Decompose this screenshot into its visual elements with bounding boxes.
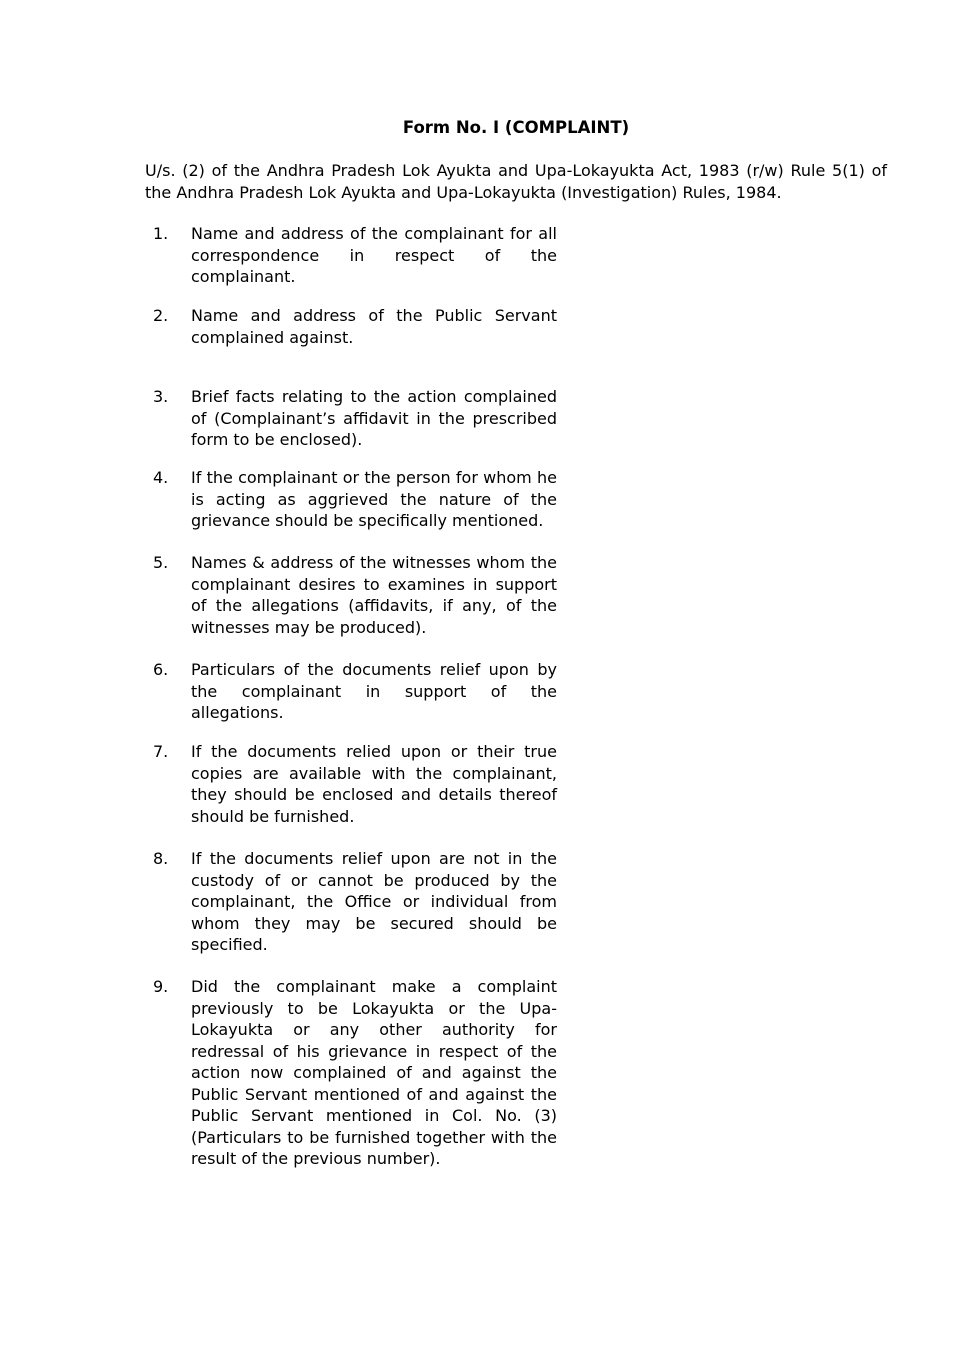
item-text: Particulars of the documents relief upon by the complainant in support of the allegations.: [191, 660, 557, 722]
item-text: If the complainant or the person for whom he is acting as aggrieved the nature of the grievance should be specifically mentioned.: [191, 468, 557, 530]
item-text: Did the complainant make a complaint previously to be Lokayukta or the Upa-Lokayukta or any other authority for redressal of his grievance in respect of the action now complained of and against the Public Servant mentioned of and against the Public Servant mentioned in Col. No. (3) (Particulars to be furnished together with the result of the previous number).: [191, 977, 557, 1168]
form-intro: U/s. (2) of the Andhra Pradesh Lok Ayukta and Upa-Lokayukta Act, 1983 (r/w) Rule 5(1) of the Andhra Pradesh Lok Ayukta and Upa-Lokayukta (Investigation) Rules, 1984.: [145, 161, 887, 202]
item-number: 7.: [153, 742, 169, 761]
item-text: If the documents relied upon or their true copies are available with the complainant, they should be enclosed and details thereof should be furnished.: [191, 742, 557, 826]
item-text: Name and address of the complainant for all correspondence in respect of the complainant.: [191, 224, 557, 286]
item-number: 5.: [153, 553, 169, 572]
item-text: Brief facts relating to the action complained of (Complainant’s affidavit in the prescribed form to be enclosed).: [191, 387, 557, 449]
item-number: 1.: [153, 224, 169, 243]
item-number: 8.: [153, 849, 169, 868]
item-number: 3.: [153, 387, 169, 406]
item-number: 4.: [153, 468, 169, 487]
item-text: Names & address of the witnesses whom the complainant desires to examines in support of the allegations (affidavits, if any, of the witnesses may be produced).: [191, 553, 557, 637]
item-text: If the documents relief upon are not in the custody of or cannot be produced by the complainant, the Office or individual from whom they may be secured should be specified.: [191, 849, 557, 954]
item-number: 9.: [153, 977, 169, 996]
item-number: 6.: [153, 660, 169, 679]
form-title: Form No. I (COMPLAINT): [402, 118, 630, 137]
item-text: Name and address of the Public Servant complained against.: [191, 306, 557, 347]
item-number: 2.: [153, 306, 169, 325]
